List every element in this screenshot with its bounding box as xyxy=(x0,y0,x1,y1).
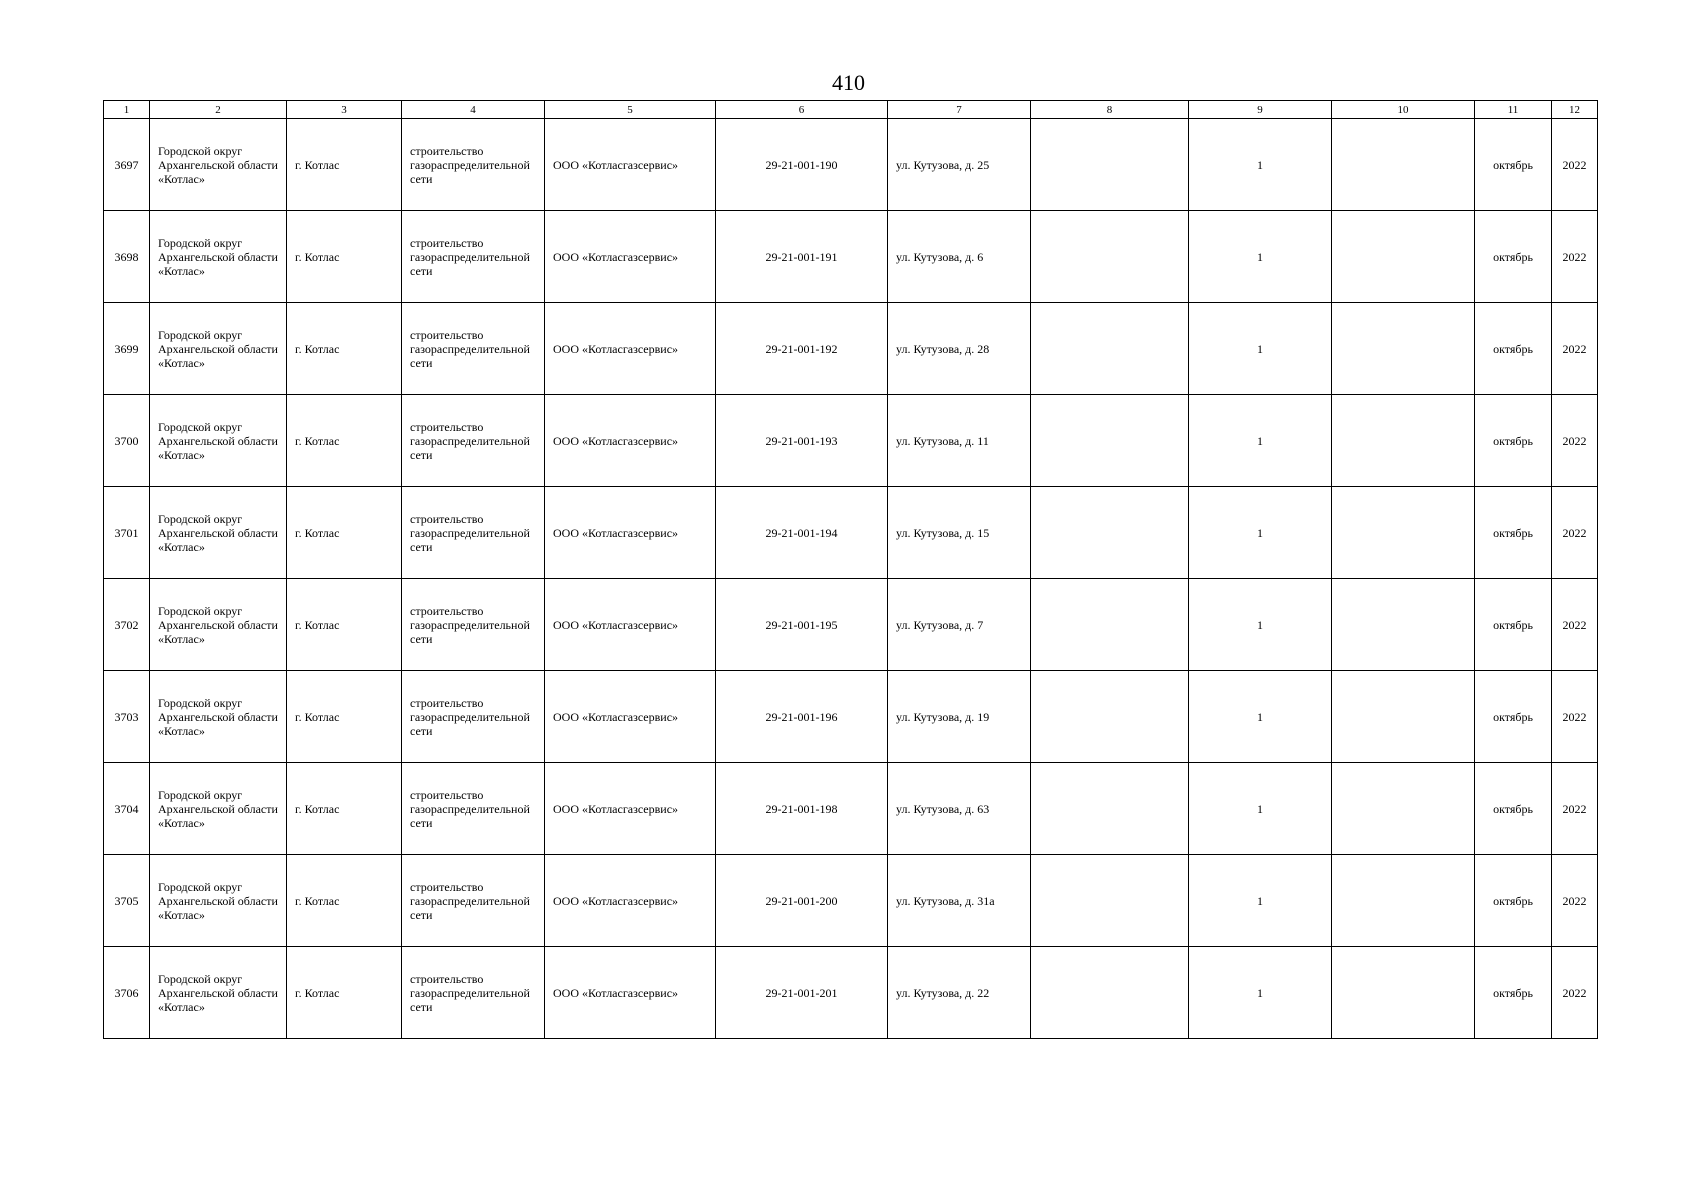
row-number-cell: 3698 xyxy=(104,211,150,303)
purpose-cell: строительство газораспределительной сети xyxy=(402,211,545,303)
locality-cell: г. Котлас xyxy=(287,947,402,1039)
code-cell: 29-21-001-201 xyxy=(716,947,888,1039)
address-cell: ул. Кутузова, д. 63 xyxy=(888,763,1031,855)
page-number: 410 xyxy=(832,70,865,95)
code-cell: 29-21-001-192 xyxy=(716,303,888,395)
locality-cell: г. Котлас xyxy=(287,303,402,395)
table-body xyxy=(104,101,1598,1039)
column-8-cell xyxy=(1031,763,1189,855)
organization-cell: ООО «Котласгазсервис» xyxy=(545,855,716,947)
column-10-cell xyxy=(1332,855,1475,947)
row-number-cell: 3697 xyxy=(104,119,150,211)
code-cell: 29-21-001-200 xyxy=(716,855,888,947)
column-number-row xyxy=(104,101,1598,119)
count-cell: 1 xyxy=(1189,211,1332,303)
column-10-cell xyxy=(1332,671,1475,763)
purpose-cell: строительство газораспределительной сети xyxy=(402,303,545,395)
district-cell: Городской округ Архангельской области «Котлас» xyxy=(150,671,287,763)
address-cell: ул. Кутузова, д. 15 xyxy=(888,487,1031,579)
code-cell: 29-21-001-198 xyxy=(716,763,888,855)
address-cell: ул. Кутузова, д. 19 xyxy=(888,671,1031,763)
column-number-cell: 3 xyxy=(287,101,402,119)
count-cell: 1 xyxy=(1189,855,1332,947)
column-10-cell xyxy=(1332,487,1475,579)
year-cell: 2022 xyxy=(1552,395,1598,487)
column-number-cell: 2 xyxy=(150,101,287,119)
year-cell: 2022 xyxy=(1552,671,1598,763)
code-cell: 29-21-001-193 xyxy=(716,395,888,487)
address-cell: ул. Кутузова, д. 25 xyxy=(888,119,1031,211)
column-8-cell xyxy=(1031,671,1189,763)
month-cell: октябрь xyxy=(1475,947,1552,1039)
address-cell: ул. Кутузова, д. 28 xyxy=(888,303,1031,395)
address-cell: ул. Кутузова, д. 22 xyxy=(888,947,1031,1039)
column-10-cell xyxy=(1332,395,1475,487)
table-row xyxy=(104,763,1598,855)
district-cell: Городской округ Архангельской области «Котлас» xyxy=(150,855,287,947)
district-cell: Городской округ Архангельской области «Котлас» xyxy=(150,119,287,211)
month-cell: октябрь xyxy=(1475,395,1552,487)
column-10-cell xyxy=(1332,211,1475,303)
column-number-cell: 6 xyxy=(716,101,888,119)
locality-cell: г. Котлас xyxy=(287,671,402,763)
column-8-cell xyxy=(1031,303,1189,395)
code-cell: 29-21-001-190 xyxy=(716,119,888,211)
organization-cell: ООО «Котласгазсервис» xyxy=(545,487,716,579)
year-cell: 2022 xyxy=(1552,947,1598,1039)
column-8-cell xyxy=(1031,579,1189,671)
column-number-cell: 9 xyxy=(1189,101,1332,119)
column-8-cell xyxy=(1031,119,1189,211)
column-number-cell: 8 xyxy=(1031,101,1189,119)
purpose-cell: строительство газораспределительной сети xyxy=(402,487,545,579)
organization-cell: ООО «Котласгазсервис» xyxy=(545,119,716,211)
count-cell: 1 xyxy=(1189,303,1332,395)
table-row xyxy=(104,211,1598,303)
column-number-cell: 7 xyxy=(888,101,1031,119)
district-cell: Городской округ Архангельской области «Котлас» xyxy=(150,211,287,303)
organization-cell: ООО «Котласгазсервис» xyxy=(545,671,716,763)
address-cell: ул. Кутузова, д. 6 xyxy=(888,211,1031,303)
month-cell: октябрь xyxy=(1475,211,1552,303)
purpose-cell: строительство газораспределительной сети xyxy=(402,119,545,211)
count-cell: 1 xyxy=(1189,579,1332,671)
year-cell: 2022 xyxy=(1552,211,1598,303)
locality-cell: г. Котлас xyxy=(287,395,402,487)
purpose-cell: строительство газораспределительной сети xyxy=(402,947,545,1039)
table-row xyxy=(104,579,1598,671)
locality-cell: г. Котлас xyxy=(287,579,402,671)
year-cell: 2022 xyxy=(1552,303,1598,395)
row-number-cell: 3706 xyxy=(104,947,150,1039)
year-cell: 2022 xyxy=(1552,487,1598,579)
table-row xyxy=(104,487,1598,579)
count-cell: 1 xyxy=(1189,763,1332,855)
month-cell: октябрь xyxy=(1475,579,1552,671)
column-8-cell xyxy=(1031,487,1189,579)
column-10-cell xyxy=(1332,763,1475,855)
row-number-cell: 3699 xyxy=(104,303,150,395)
district-cell: Городской округ Архангельской области «Котлас» xyxy=(150,947,287,1039)
organization-cell: ООО «Котласгазсервис» xyxy=(545,763,716,855)
year-cell: 2022 xyxy=(1552,119,1598,211)
district-cell: Городской округ Архангельской области «Котлас» xyxy=(150,763,287,855)
organization-cell: ООО «Котласгазсервис» xyxy=(545,395,716,487)
count-cell: 1 xyxy=(1189,119,1332,211)
row-number-cell: 3703 xyxy=(104,671,150,763)
address-cell: ул. Кутузова, д. 31а xyxy=(888,855,1031,947)
column-number-cell: 1 xyxy=(104,101,150,119)
row-number-cell: 3701 xyxy=(104,487,150,579)
district-cell: Городской округ Архангельской области «Котлас» xyxy=(150,395,287,487)
column-number-cell: 12 xyxy=(1552,101,1598,119)
row-number-cell: 3705 xyxy=(104,855,150,947)
code-cell: 29-21-001-194 xyxy=(716,487,888,579)
purpose-cell: строительство газораспределительной сети xyxy=(402,855,545,947)
month-cell: октябрь xyxy=(1475,855,1552,947)
column-8-cell xyxy=(1031,855,1189,947)
address-cell: ул. Кутузова, д. 7 xyxy=(888,579,1031,671)
column-10-cell xyxy=(1332,303,1475,395)
column-8-cell xyxy=(1031,211,1189,303)
code-cell: 29-21-001-191 xyxy=(716,211,888,303)
month-cell: октябрь xyxy=(1475,671,1552,763)
column-number-cell: 4 xyxy=(402,101,545,119)
row-number-cell: 3700 xyxy=(104,395,150,487)
purpose-cell: строительство газораспределительной сети xyxy=(402,671,545,763)
count-cell: 1 xyxy=(1189,395,1332,487)
district-cell: Городской округ Архангельской области «Котлас» xyxy=(150,487,287,579)
column-10-cell xyxy=(1332,579,1475,671)
table-row xyxy=(104,947,1598,1039)
table-row xyxy=(104,395,1598,487)
row-number-cell: 3704 xyxy=(104,763,150,855)
month-cell: октябрь xyxy=(1475,119,1552,211)
locality-cell: г. Котлас xyxy=(287,119,402,211)
month-cell: октябрь xyxy=(1475,303,1552,395)
register-table xyxy=(103,100,1598,1039)
year-cell: 2022 xyxy=(1552,763,1598,855)
address-cell: ул. Кутузова, д. 11 xyxy=(888,395,1031,487)
count-cell: 1 xyxy=(1189,487,1332,579)
district-cell: Городской округ Архангельской области «Котлас» xyxy=(150,303,287,395)
code-cell: 29-21-001-196 xyxy=(716,671,888,763)
locality-cell: г. Котлас xyxy=(287,763,402,855)
purpose-cell: строительство газораспределительной сети xyxy=(402,395,545,487)
month-cell: октябрь xyxy=(1475,487,1552,579)
count-cell: 1 xyxy=(1189,947,1332,1039)
purpose-cell: строительство газораспределительной сети xyxy=(402,579,545,671)
column-number-cell: 11 xyxy=(1475,101,1552,119)
organization-cell: ООО «Котласгазсервис» xyxy=(545,947,716,1039)
district-cell: Городской округ Архангельской области «Котлас» xyxy=(150,579,287,671)
table-row xyxy=(104,855,1598,947)
column-8-cell xyxy=(1031,947,1189,1039)
year-cell: 2022 xyxy=(1552,855,1598,947)
column-10-cell xyxy=(1332,119,1475,211)
organization-cell: ООО «Котласгазсервис» xyxy=(545,303,716,395)
table-row xyxy=(104,303,1598,395)
year-cell: 2022 xyxy=(1552,579,1598,671)
organization-cell: ООО «Котласгазсервис» xyxy=(545,211,716,303)
row-number-cell: 3702 xyxy=(104,579,150,671)
table-row xyxy=(104,119,1598,211)
locality-cell: г. Котлас xyxy=(287,211,402,303)
organization-cell: ООО «Котласгазсервис» xyxy=(545,579,716,671)
code-cell: 29-21-001-195 xyxy=(716,579,888,671)
column-10-cell xyxy=(1332,947,1475,1039)
month-cell: октябрь xyxy=(1475,763,1552,855)
table-row xyxy=(104,671,1598,763)
column-number-cell: 10 xyxy=(1332,101,1475,119)
purpose-cell: строительство газораспределительной сети xyxy=(402,763,545,855)
locality-cell: г. Котлас xyxy=(287,487,402,579)
column-number-cell: 5 xyxy=(545,101,716,119)
locality-cell: г. Котлас xyxy=(287,855,402,947)
count-cell: 1 xyxy=(1189,671,1332,763)
column-8-cell xyxy=(1031,395,1189,487)
